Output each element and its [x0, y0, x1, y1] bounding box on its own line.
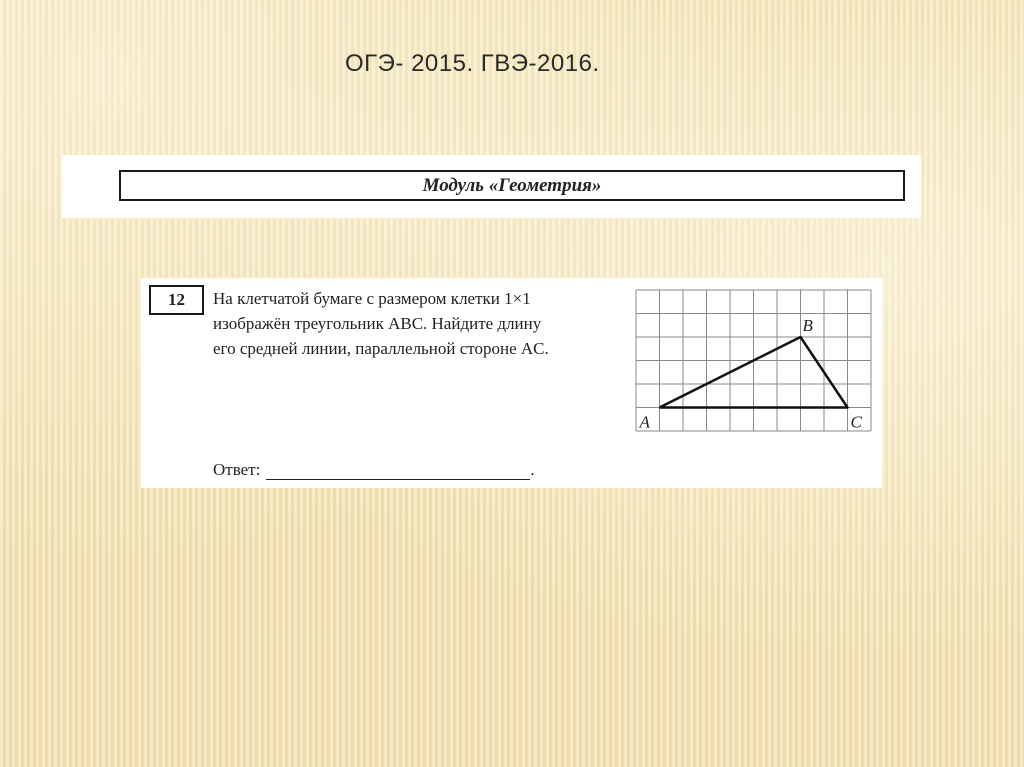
task-panel	[141, 278, 882, 488]
answer-row	[213, 460, 535, 480]
task-number: 12	[149, 285, 204, 315]
task-text	[213, 286, 617, 361]
answer-end: .	[530, 460, 535, 479]
module-header-panel	[62, 155, 921, 218]
vertex-label-a: A	[639, 412, 650, 432]
task-text-line: изображён треугольник ABC. Найдите длину	[213, 314, 542, 333]
vertex-labels	[639, 316, 863, 432]
slide-title: ОГЭ- 2015. ГВЭ-2016.	[345, 50, 600, 77]
task-text-line: его средней линии, параллельной стороне AC.	[213, 339, 549, 358]
vertex-label-c: C	[850, 412, 862, 432]
answer-field[interactable]	[266, 461, 530, 480]
answer-label: Ответ:	[213, 460, 261, 479]
task-text-line: На клетчатой бумаге с размером клетки 1×1	[213, 289, 531, 308]
vertex-label-b: B	[802, 316, 813, 335]
grid-figure	[634, 288, 874, 434]
module-title: Модуль «Геометрия»	[119, 170, 905, 201]
